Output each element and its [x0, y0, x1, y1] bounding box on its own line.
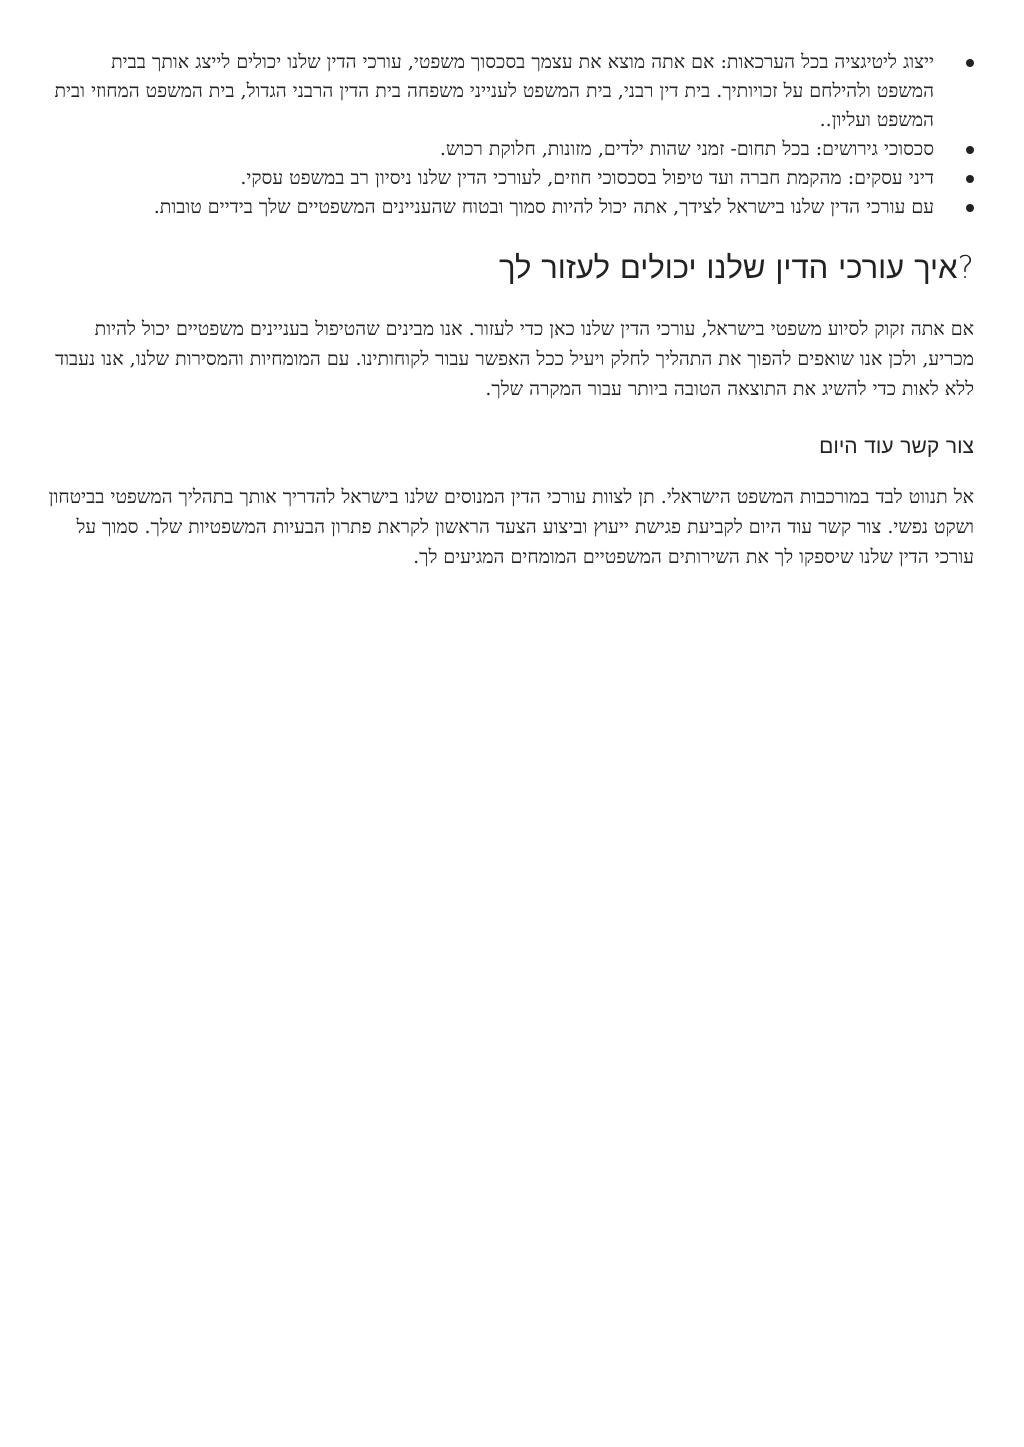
bullet-dot-icon	[966, 204, 974, 212]
contact-paragraph: אל תנווט לבד במורכבות המשפט הישראלי. תן לצוות עורכי הדין המנוסים שלנו בישראל להדריך אותך בתהליך המשפטי בביטחון ושקט נפשי. צור קשר עוד היום לקביעת פגישת ייעוץ וביצוע הצעד הראשון לקראת פתרון הבעיות המשפטיות שלך. סמוך על עורכי הדין שלנו שיספקו לך את השירותים המשפטיים המומחים המגיעים לך.	[48, 486, 974, 568]
bullet-dot-icon	[966, 146, 974, 154]
contact-heading: צור קשר עוד היום	[819, 434, 974, 458]
bullet-dot-icon	[966, 59, 974, 67]
list-item-text: ייצוג ליטיגציה בכל הערכאות: אם אתה מוצא את עצמך בסכסוך משפטי, עורכי הדין שלנו יכולים לייצג אותך בבית המשפט ולהילחם על זכויותיך. בית דין רבני, בית המשפט לענייני משפחה בית הדין הרבני הגדול, בית המשפט המחוזי ובית המשפט ועליון..	[54, 51, 934, 131]
list-item-text: דיני עסקים: מהקמת חברה ועד טיפול בסכסוכי חוזים, לעורכי הדין שלנו ניסיון רב במשפט עסקי.	[240, 167, 934, 189]
services-list	[48, 48, 974, 222]
list-item	[48, 135, 974, 164]
list-item	[48, 48, 974, 135]
section-heading: ?איך עורכי הדין שלנו יכולים לעזור לך	[499, 250, 974, 286]
list-item	[48, 193, 974, 222]
list-item-text: סכסוכי גירושים: בכל תחום- זמני שהות ילדים, מזונות, חלוקת רכוש.	[439, 138, 934, 160]
section-paragraph: אם אתה זקוק לסיוע משפטי בישראל, עורכי הדין שלנו כאן כדי לעזור. אנו מבינים שהטיפול בעניינים משפטיים יכול להיות מכריע, ולכן אנו שואפים להפוך את התהליך לחלק ויעיל ככל האפשר עבור לקוחותינו. עם המומחיות והמסירות שלנו, אנו נעבוד ללא לאות כדי להשיג את התוצאה הטובה ביותר עבור המקרה שלך.	[55, 318, 974, 400]
list-item	[48, 164, 974, 193]
bullet-dot-icon	[966, 175, 974, 183]
list-item-text: עם עורכי הדין שלנו בישראל לצידך, אתה יכול להיות סמוך ובטוח שהעניינים המשפטיים שלך בידיים טובות.	[153, 196, 934, 218]
